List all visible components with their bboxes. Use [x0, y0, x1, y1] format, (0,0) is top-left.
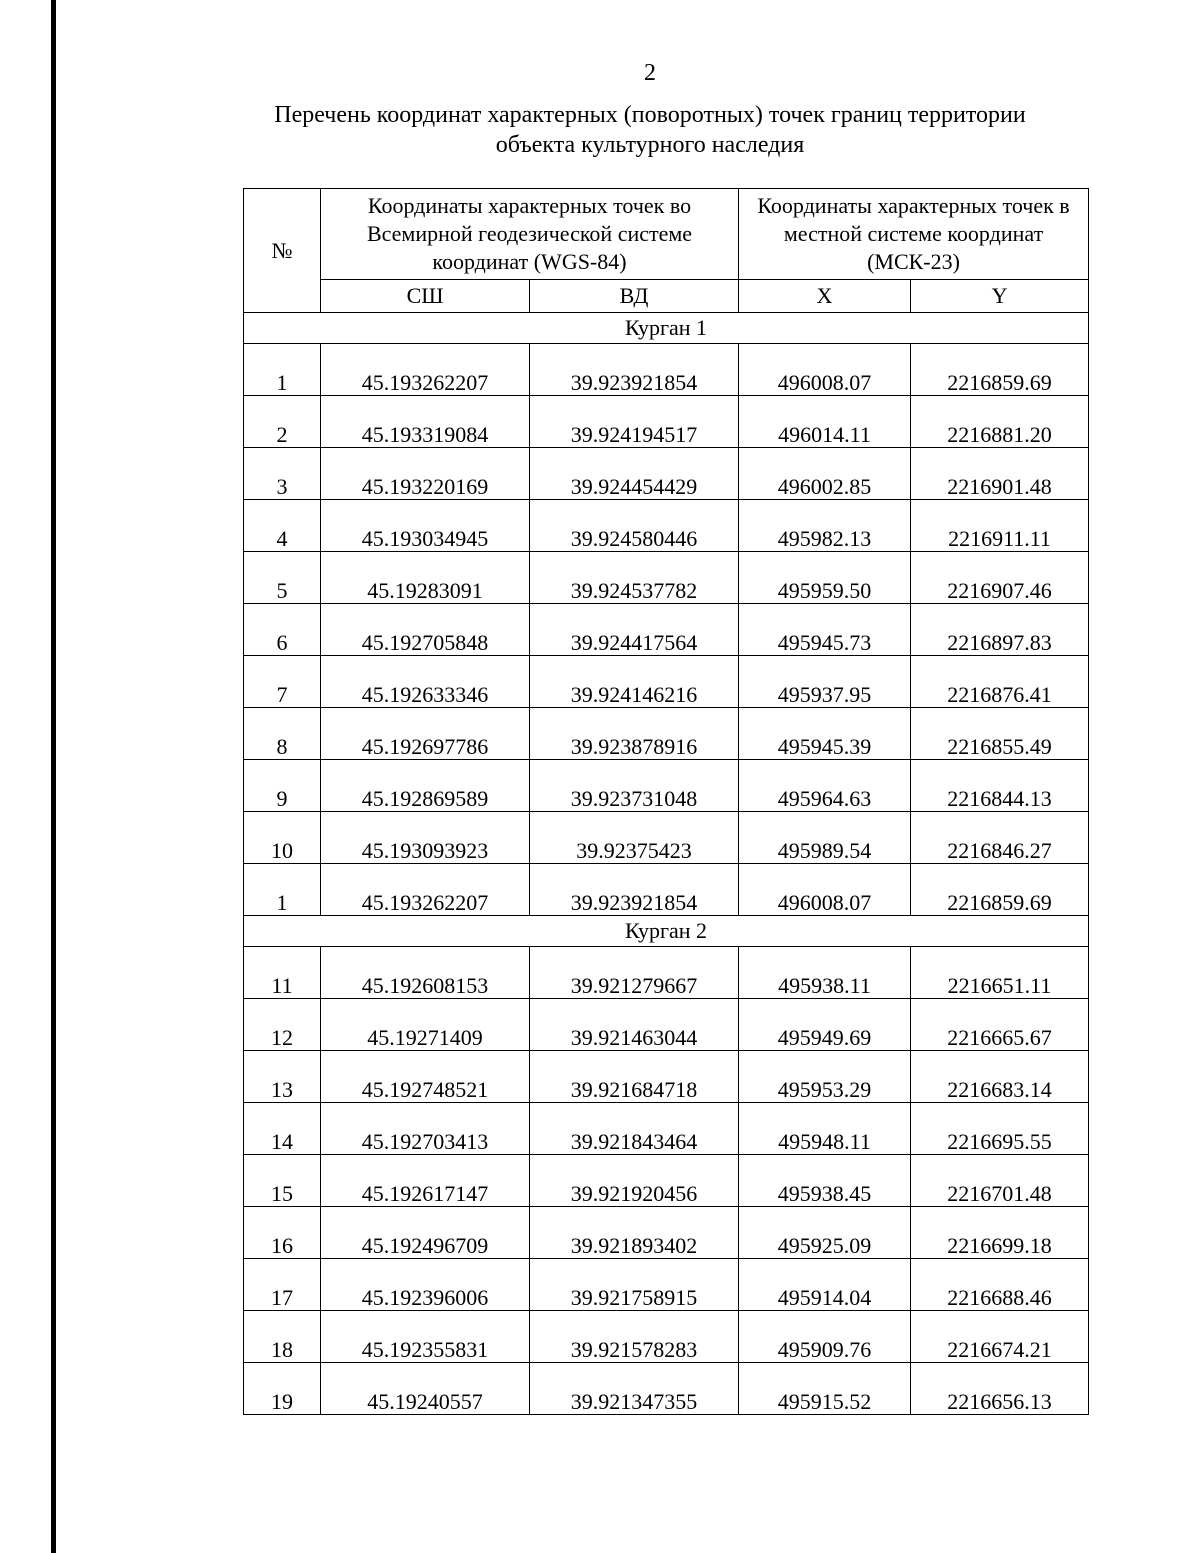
- point-number-cell: 10: [244, 812, 321, 864]
- longitude-cell: 39.921893402: [530, 1207, 739, 1259]
- x-coordinate-cell: 495949.69: [739, 999, 911, 1051]
- table-row: [244, 1259, 1089, 1311]
- point-number-cell: 16: [244, 1207, 321, 1259]
- y-coordinate-cell: 2216855.49: [911, 708, 1089, 760]
- point-number-cell: 9: [244, 760, 321, 812]
- latitude-cell: 45.19240557: [321, 1363, 530, 1415]
- document-title: [0, 100, 1200, 160]
- table-row: [244, 1207, 1089, 1259]
- latitude-cell: 45.192703413: [321, 1103, 530, 1155]
- table-row: [244, 1103, 1089, 1155]
- point-number-cell: 13: [244, 1051, 321, 1103]
- latitude-cell: 45.193319084: [321, 396, 530, 448]
- y-coordinate-cell: 2216846.27: [911, 812, 1089, 864]
- y-coordinate-cell: 2216876.41: [911, 656, 1089, 708]
- y-coordinate-cell: 2216907.46: [911, 552, 1089, 604]
- y-coordinate-cell: 2216688.46: [911, 1259, 1089, 1311]
- longitude-cell: 39.921347355: [530, 1363, 739, 1415]
- latitude-cell: 45.193034945: [321, 500, 530, 552]
- section-title: Курган 1: [244, 313, 1089, 344]
- x-coordinate-cell: 495909.76: [739, 1311, 911, 1363]
- latitude-cell: 45.192496709: [321, 1207, 530, 1259]
- point-number-cell: 5: [244, 552, 321, 604]
- table-row: [244, 947, 1089, 999]
- latitude-cell: 45.192705848: [321, 604, 530, 656]
- y-coordinate-cell: 2216651.11: [911, 947, 1089, 999]
- header-x: X: [739, 280, 911, 313]
- x-coordinate-cell: 495982.13: [739, 500, 911, 552]
- header-number: №: [244, 189, 321, 313]
- point-number-cell: 1: [244, 864, 321, 916]
- section-row: [244, 916, 1089, 947]
- latitude-cell: 45.192617147: [321, 1155, 530, 1207]
- latitude-cell: 45.193093923: [321, 812, 530, 864]
- header-wgs84-group: Координаты характерных точек во Всемирной геодезической системе координат (WGS-84): [321, 189, 739, 280]
- longitude-cell: 39.924580446: [530, 500, 739, 552]
- latitude-cell: 45.19283091: [321, 552, 530, 604]
- table-row: [244, 1363, 1089, 1415]
- latitude-cell: 45.192608153: [321, 947, 530, 999]
- point-number-cell: 1: [244, 344, 321, 396]
- x-coordinate-cell: 496002.85: [739, 448, 911, 500]
- y-coordinate-cell: 2216699.18: [911, 1207, 1089, 1259]
- longitude-cell: 39.924417564: [530, 604, 739, 656]
- table-row: [244, 656, 1089, 708]
- point-number-cell: 4: [244, 500, 321, 552]
- longitude-cell: 39.924537782: [530, 552, 739, 604]
- y-coordinate-cell: 2216881.20: [911, 396, 1089, 448]
- longitude-cell: 39.921920456: [530, 1155, 739, 1207]
- header-latitude: СШ: [321, 280, 530, 313]
- latitude-cell: 45.193262207: [321, 864, 530, 916]
- page-number: 2: [644, 60, 656, 86]
- longitude-cell: 39.921279667: [530, 947, 739, 999]
- longitude-cell: 39.923921854: [530, 344, 739, 396]
- table-body: [244, 313, 1089, 1415]
- header-longitude: ВД: [530, 280, 739, 313]
- table-row: [244, 760, 1089, 812]
- latitude-cell: 45.192697786: [321, 708, 530, 760]
- x-coordinate-cell: 495959.50: [739, 552, 911, 604]
- point-number-cell: 3: [244, 448, 321, 500]
- point-number-cell: 6: [244, 604, 321, 656]
- table-row: [244, 396, 1089, 448]
- left-margin-rule: [51, 0, 56, 1553]
- point-number-cell: 17: [244, 1259, 321, 1311]
- x-coordinate-cell: 495989.54: [739, 812, 911, 864]
- header-y: Y: [911, 280, 1089, 313]
- latitude-cell: 45.192869589: [321, 760, 530, 812]
- y-coordinate-cell: 2216859.69: [911, 344, 1089, 396]
- point-number-cell: 7: [244, 656, 321, 708]
- y-coordinate-cell: 2216665.67: [911, 999, 1089, 1051]
- longitude-cell: 39.924194517: [530, 396, 739, 448]
- y-coordinate-cell: 2216695.55: [911, 1103, 1089, 1155]
- y-coordinate-cell: 2216656.13: [911, 1363, 1089, 1415]
- table-row: [244, 344, 1089, 396]
- section-row: [244, 313, 1089, 344]
- y-coordinate-cell: 2216901.48: [911, 448, 1089, 500]
- table-row: [244, 448, 1089, 500]
- table-row: [244, 999, 1089, 1051]
- point-number-cell: 15: [244, 1155, 321, 1207]
- x-coordinate-cell: 495938.11: [739, 947, 911, 999]
- y-coordinate-cell: 2216701.48: [911, 1155, 1089, 1207]
- table-row: [244, 500, 1089, 552]
- x-coordinate-cell: 495945.39: [739, 708, 911, 760]
- y-coordinate-cell: 2216911.11: [911, 500, 1089, 552]
- y-coordinate-cell: 2216859.69: [911, 864, 1089, 916]
- longitude-cell: 39.92375423: [530, 812, 739, 864]
- point-number-cell: 8: [244, 708, 321, 760]
- longitude-cell: 39.921578283: [530, 1311, 739, 1363]
- longitude-cell: 39.921758915: [530, 1259, 739, 1311]
- point-number-cell: 2: [244, 396, 321, 448]
- latitude-cell: 45.19271409: [321, 999, 530, 1051]
- point-number-cell: 11: [244, 947, 321, 999]
- y-coordinate-cell: 2216844.13: [911, 760, 1089, 812]
- longitude-cell: 39.921843464: [530, 1103, 739, 1155]
- latitude-cell: 45.192396006: [321, 1259, 530, 1311]
- x-coordinate-cell: 496008.07: [739, 344, 911, 396]
- latitude-cell: 45.192355831: [321, 1311, 530, 1363]
- x-coordinate-cell: 496008.07: [739, 864, 911, 916]
- point-number-cell: 14: [244, 1103, 321, 1155]
- x-coordinate-cell: 495937.95: [739, 656, 911, 708]
- longitude-cell: 39.921684718: [530, 1051, 739, 1103]
- section-title: Курган 2: [244, 916, 1089, 947]
- x-coordinate-cell: 495948.11: [739, 1103, 911, 1155]
- table-row: [244, 552, 1089, 604]
- y-coordinate-cell: 2216674.21: [911, 1311, 1089, 1363]
- latitude-cell: 45.192748521: [321, 1051, 530, 1103]
- coordinates-table: [243, 188, 1089, 1415]
- latitude-cell: 45.193220169: [321, 448, 530, 500]
- point-number-cell: 12: [244, 999, 321, 1051]
- header-msk23-group: Координаты характерных точек в местной системе координат (МСК-23): [739, 189, 1089, 280]
- longitude-cell: 39.924146216: [530, 656, 739, 708]
- title-line: объекта культурного наследия: [495, 132, 805, 158]
- point-number-cell: 19: [244, 1363, 321, 1415]
- x-coordinate-cell: 495915.52: [739, 1363, 911, 1415]
- table-row: [244, 812, 1089, 864]
- x-coordinate-cell: 495953.29: [739, 1051, 911, 1103]
- longitude-cell: 39.923731048: [530, 760, 739, 812]
- table-row: [244, 1051, 1089, 1103]
- x-coordinate-cell: 496014.11: [739, 396, 911, 448]
- longitude-cell: 39.924454429: [530, 448, 739, 500]
- table-row: [244, 864, 1089, 916]
- latitude-cell: 45.192633346: [321, 656, 530, 708]
- longitude-cell: 39.921463044: [530, 999, 739, 1051]
- longitude-cell: 39.923878916: [530, 708, 739, 760]
- x-coordinate-cell: 495914.04: [739, 1259, 911, 1311]
- title-line: Перечень координат характерных (поворотных) точек границ территории: [274, 102, 1026, 128]
- latitude-cell: 45.193262207: [321, 344, 530, 396]
- y-coordinate-cell: 2216897.83: [911, 604, 1089, 656]
- x-coordinate-cell: 495945.73: [739, 604, 911, 656]
- x-coordinate-cell: 495938.45: [739, 1155, 911, 1207]
- table-row: [244, 1311, 1089, 1363]
- point-number-cell: 18: [244, 1311, 321, 1363]
- y-coordinate-cell: 2216683.14: [911, 1051, 1089, 1103]
- table-row: [244, 1155, 1089, 1207]
- x-coordinate-cell: 495925.09: [739, 1207, 911, 1259]
- table-row: [244, 708, 1089, 760]
- table-row: [244, 604, 1089, 656]
- x-coordinate-cell: 495964.63: [739, 760, 911, 812]
- longitude-cell: 39.923921854: [530, 864, 739, 916]
